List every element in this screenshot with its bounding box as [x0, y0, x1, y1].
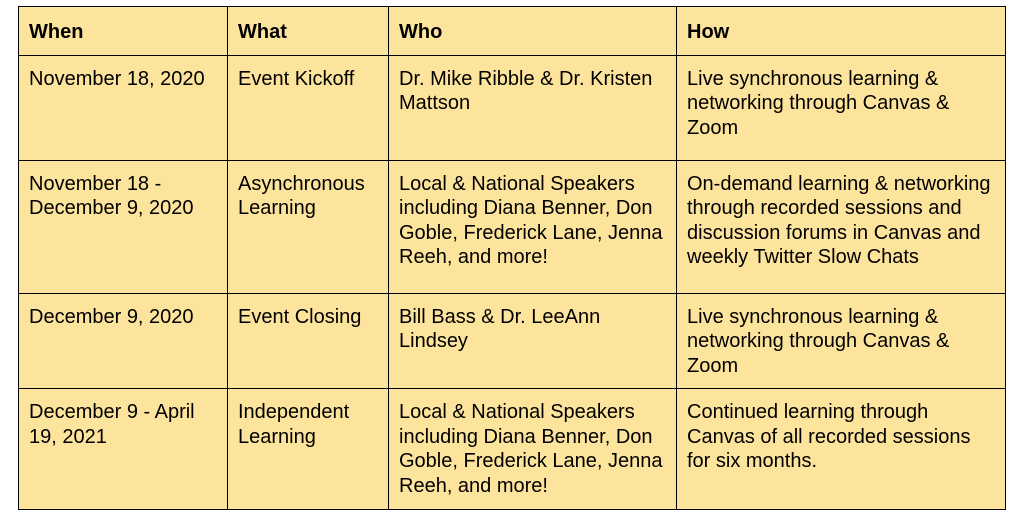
- header-who: Who: [389, 7, 677, 56]
- cell-what: Independent Learning: [228, 389, 389, 510]
- cell-how: Live synchronous learning & networking through Canvas & Zoom: [677, 293, 1006, 389]
- cell-what: Event Closing: [228, 293, 389, 389]
- table-row: [19, 160, 1006, 293]
- cell-when: November 18 - December 9, 2020: [19, 160, 228, 293]
- cell-when: November 18, 2020: [19, 55, 228, 160]
- header-how: How: [677, 7, 1006, 56]
- table-row: [19, 293, 1006, 389]
- cell-what: Asynchronous Learning: [228, 160, 389, 293]
- table-row: [19, 389, 1006, 510]
- cell-when: December 9 - April 19, 2021: [19, 389, 228, 510]
- cell-how: Live synchronous learning & networking through Canvas & Zoom: [677, 55, 1006, 160]
- cell-who: Local & National Speakers including Diana Benner, Don Goble, Frederick Lane, Jenna Reeh, and more!: [389, 389, 677, 510]
- header-row: [19, 7, 1006, 56]
- cell-how: Continued learning through Canvas of all recorded sessions for six months.: [677, 389, 1006, 510]
- cell-who: Dr. Mike Ribble & Dr. Kristen Mattson: [389, 55, 677, 160]
- cell-when: December 9, 2020: [19, 293, 228, 389]
- table-row: [19, 55, 1006, 160]
- schedule-table: [18, 6, 1006, 510]
- cell-who: Bill Bass & Dr. LeeAnn Lindsey: [389, 293, 677, 389]
- cell-how: On-demand learning & networking through recorded sessions and discussion forums in Canvas and weekly Twitter Slow Chats: [677, 160, 1006, 293]
- header-when: When: [19, 7, 228, 56]
- cell-what: Event Kickoff: [228, 55, 389, 160]
- cell-who: Local & National Speakers including Diana Benner, Don Goble, Frederick Lane, Jenna Reeh, and more!: [389, 160, 677, 293]
- header-what: What: [228, 7, 389, 56]
